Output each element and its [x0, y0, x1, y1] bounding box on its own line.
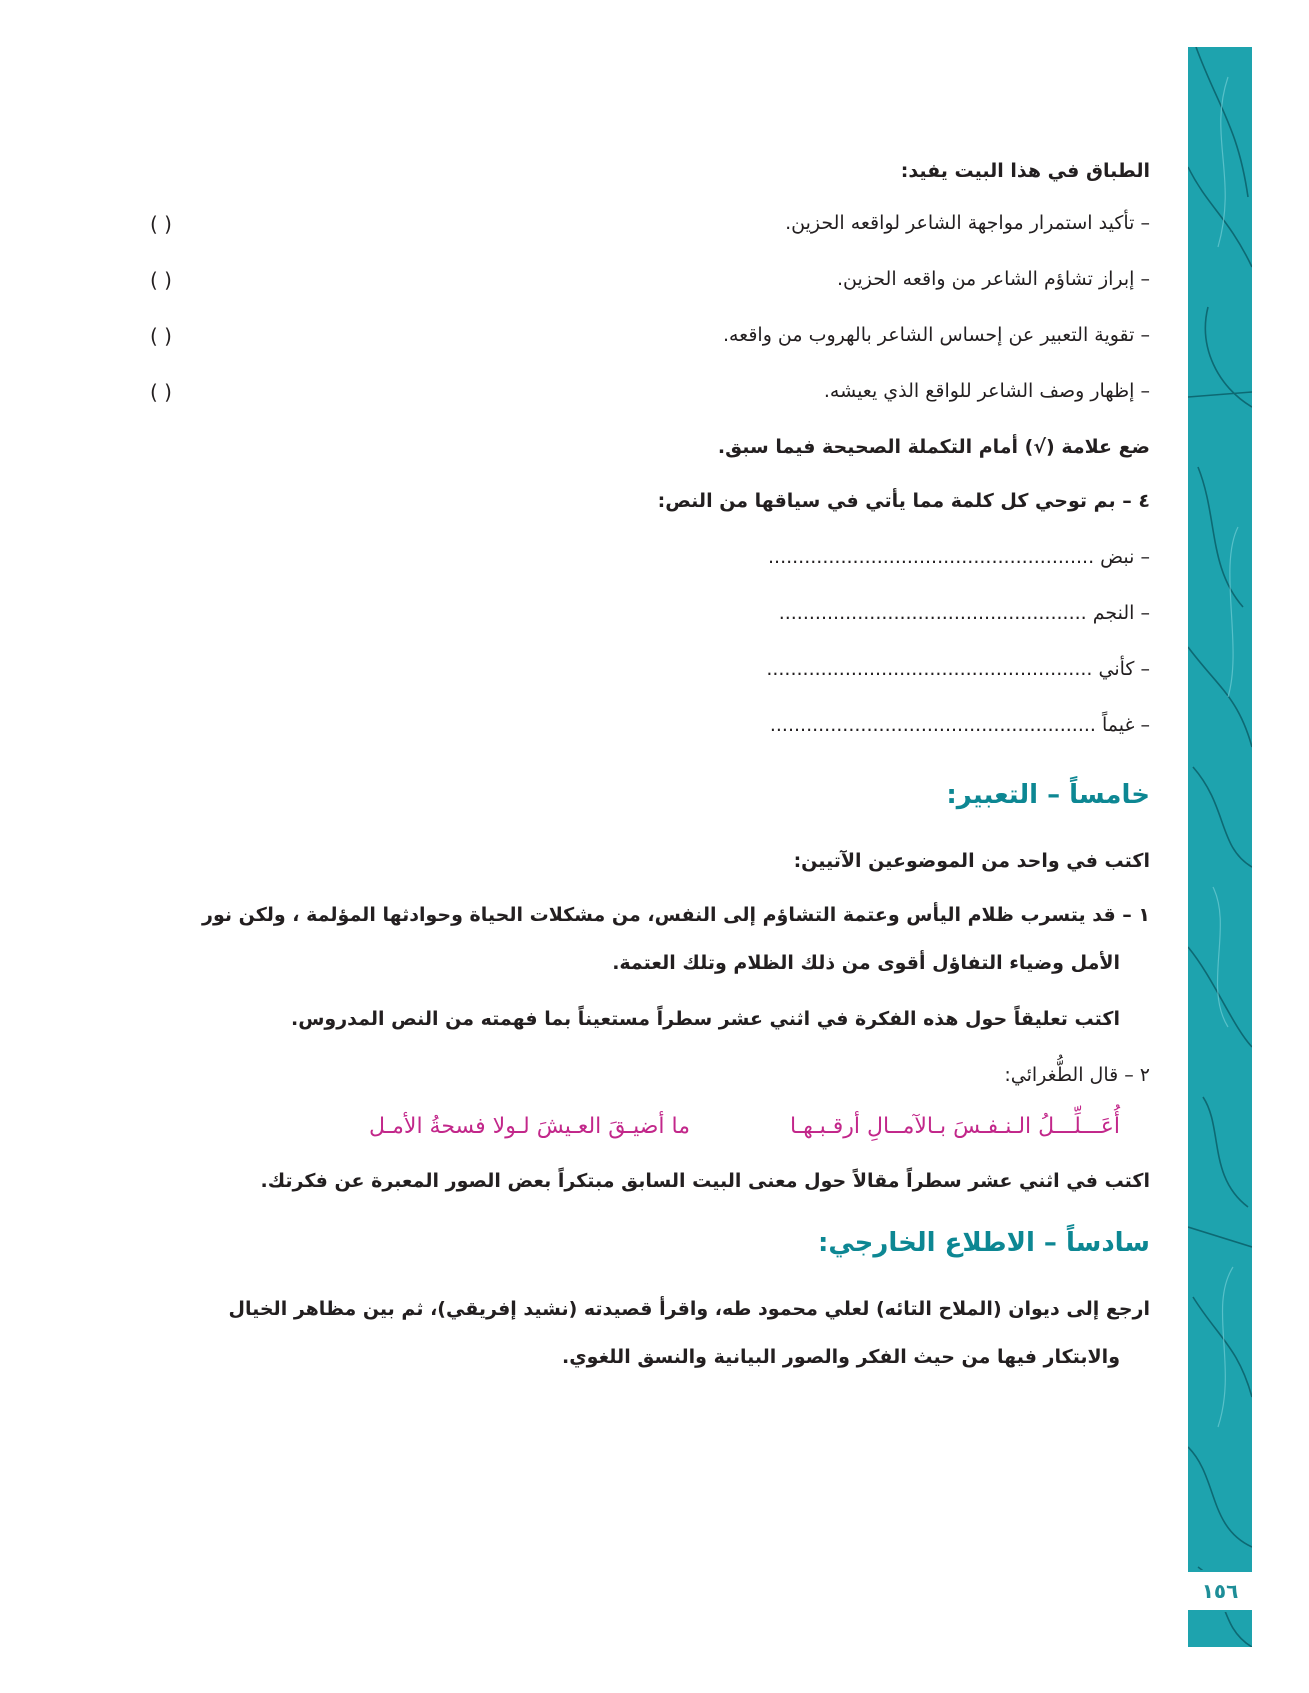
section6-line2: والابتكار فيها من حيث الفكر والصور البيانية والنسق اللغوي. [562, 1346, 1120, 1368]
q3-option-2: – إبراز تشاؤم الشاعر من واقعه الحزين. [837, 268, 1150, 290]
q3-option-4: – إظهار وصف الشاعر للواقع الذي يعيشه. [823, 380, 1150, 402]
q4-word-3: – كأني ...................................................... [766, 658, 1150, 680]
q4-word-4: – غيماً ...................................................... [769, 714, 1150, 736]
section5-intro: اكتب في واحد من الموضوعين الآتيين: [793, 850, 1150, 872]
q3-answer-box-4[interactable]: ( ) [150, 380, 172, 404]
wave-pattern-icon [1188, 47, 1252, 1647]
q3-option-1: – تأكيد استمرار مواجهة الشاعر لواقعه الحزين. [785, 212, 1150, 234]
section6-title: سادساً – الاطلاع الخارجي: [817, 1228, 1150, 1258]
page-number: ١٥٦ [1188, 1570, 1252, 1612]
q3-answer-box-2[interactable]: ( ) [150, 268, 172, 292]
section5-item1-line1: ١ – قد يتسرب ظلام اليأس وعتمة التشاؤم إلى النفس، من مشكلات الحياة وحوادثها المؤلمة ، ولكن نور [202, 904, 1150, 926]
verse-second-hemistich: ما أضيـقَ العـيشَ لـولا فسحةُ الأمـل [369, 1114, 690, 1139]
q4-word-1: – نبض ...................................................... [767, 546, 1150, 568]
q4-stem: ٤ – بم توحي كل كلمة مما يأتي في سياقها من النص: [657, 490, 1150, 512]
q4-word-2: – النجم ................................................... [778, 602, 1150, 624]
q3-stem: الطباق في هذا البيت يفيد: [900, 160, 1150, 182]
section5-item2-task: اكتب في اثني عشر سطراً مقالاً حول معنى البيت السابق مبتكراً بعض الصور المعبرة عن فكرتك. [260, 1170, 1150, 1192]
section6-line1: ارجع إلى ديوان (الملاح التائه) لعلي محمود طه، واقرأ قصيدته (نشيد إفريقي)، ثم بين مظاهر الخيال [228, 1298, 1150, 1320]
q3-instruction: ضع علامة (√) أمام التكملة الصحيحة فيما سبق. [717, 436, 1150, 458]
section5-item2-intro: ٢ – قال الطُّغرائي: [1004, 1064, 1150, 1086]
section5-title: خامساً – التعبير: [946, 780, 1150, 810]
verse-first-hemistich: أُعَـــلِّـــلُ الـنـفـسَ بـالآمــالِ أرقـبـهـا [789, 1114, 1120, 1139]
q3-option-3: – تقوية التعبير عن إحساس الشاعر بالهروب من واقعه. [722, 324, 1150, 346]
section5-item1-line2: الأمل وضياء التفاؤل أقوى من ذلك الظلام وتلك العتمة. [612, 952, 1120, 974]
side-decorative-band [1188, 47, 1252, 1647]
section5-item1-task: اكتب تعليقاً حول هذه الفكرة في اثني عشر سطراً مستعيناً بما فهمته من النص المدروس. [291, 1008, 1120, 1030]
q3-answer-box-3[interactable]: ( ) [150, 324, 172, 348]
q3-answer-box-1[interactable]: ( ) [150, 212, 172, 236]
